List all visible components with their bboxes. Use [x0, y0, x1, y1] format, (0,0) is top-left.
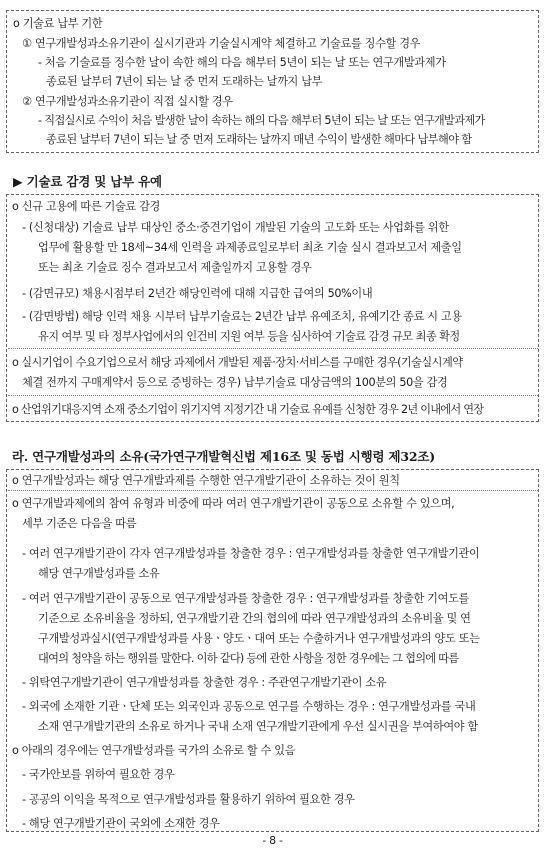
ownership-case-joint: - 여러 연구개발기관이 공동으로 연구개발성과를 창출한 경우 : 연구개발성과를 창출한 기여도를 [22, 592, 469, 605]
reduction-item-3: o 산업위기대응지역 소재 중소기업이 위기지역 지정기간 내 기술료 유예를 신청한 경우 2년 이내에서 연장 [12, 403, 484, 416]
ownership-state: o 아래의 경우에는 연구개발성과를 국가의 소유로 할 수 있음 [12, 744, 296, 757]
ownership-case-separate-cont: 해당 연구개발성과를 소유 [38, 567, 160, 580]
reduction-scale: - (감면규모) 채용시점부터 2년간 해당인력에 대해 지급한 급여의 50%이내 [22, 287, 373, 300]
fee-deadline-case-2-detail-cont: 종료된 날부터 7년이 되는 날 중 먼저 도래하는 날까지 매년 수익이 발생한 해마다 납부해야 함 [46, 133, 472, 146]
reduction-item-1: o 신규 고용에 따른 기술료 감경 [12, 200, 161, 213]
reduction-method-cont: 유지 여부 및 타 정부사업에서의 인건비 지원 여부 등을 심사하여 기술료 감경 규모 최종 확정 [38, 330, 460, 343]
ownership-case-joint-cont-2: 구개발성과실시(연구개발성과를 사용ㆍ양도ㆍ대여 또는 수출하거나 연구개발성과의 양도 또는 [38, 632, 480, 645]
reduction-item-2: o 실시기업이 수요기업으로서 해당 과제에서 개발된 제품·장치·서비스를 구매한 경우(기술실시계약 [12, 356, 463, 369]
divider [8, 348, 538, 349]
fee-deadline-case-2: ② 연구개발성과소유기관이 직접 실시할 경우 [22, 95, 233, 108]
fee-deadline-case-1: ① 연구개발성과소유기관이 실시기관과 기술실시계약 체결하고 기술료를 징수할 경우 [22, 37, 421, 50]
ownership-state-case-3: - 해당 연구개발기관이 국외에 소재한 경우 [22, 817, 220, 830]
ownership-state-case-1: - 국가안보를 위하여 필요한 경우 [22, 768, 175, 781]
ownership-case-foreign: - 외국에 소재한 기관ㆍ단체 또는 외국인과 공동으로 연구를 수행하는 경우 : 연구개발성과를 국내 [22, 700, 476, 713]
ownership-case-foreign-cont: 소재 연구개발기관의 소유로 하거나 국내 소재 연구개발기관에게 우선 실시권을 부여하여야 함 [38, 720, 478, 733]
divider [8, 395, 538, 396]
ownership-joint-cont: 세부 기준은 다음을 따름 [22, 517, 137, 530]
ownership-case-entrusted: - 위탁연구개발기관이 연구개발성과를 창출한 경우 : 주관연구개발기관이 소유 [22, 676, 387, 689]
reduction-target-cont-1: 업무에 활용할 만 18세~34세 인력을 과제종료일로부터 최초 기술 실시 결과보고서 제출일 [38, 241, 462, 254]
section-heading-reduction: ▶ 기술료 감경 및 납부 유예 [13, 174, 162, 189]
fee-deadline-title: o 기술료 납부 기한 [13, 17, 103, 30]
ownership-case-joint-cont-1: 기준으로 소유비율을 정하되, 연구개발기관 간의 협의에 따라 연구개발성과의 소유비율 및 연 [38, 612, 471, 625]
page-number: - 8 - [262, 834, 283, 847]
fee-deadline-case-2-detail: - 직접실시로 수익이 처음 발생한 날이 속하는 해의 다음 해부터 5년이 되는 날 또는 연구개발과제가 [38, 114, 485, 127]
reduction-method: - (감면방법) 해당 인력 채용 시부터 납부기술료는 2년간 납부 유예조치, 유예기간 종료 시 고용 [22, 310, 462, 323]
ownership-case-joint-cont-3: 대여의 청약을 하는 행위를 말한다. 이하 같다) 등에 관한 사항을 정한 경우에는 그 협의에 따름 [38, 652, 459, 665]
reduction-target: - (신청대상) 기술료 납부 대상인 중소·중견기업이 개발된 기술의 고도화 또는 사업화를 위한 [22, 221, 449, 234]
ownership-case-separate: - 여러 연구개발기관이 각자 연구개발성과를 창출한 경우 : 연구개발성과를 창출한 연구개발기관이 [22, 547, 480, 560]
ownership-joint: o 연구개발과제에의 참여 유형과 비중에 따라 여러 연구개발기관이 공동으로 소유할 수 있으며, [12, 497, 455, 510]
fee-deadline-case-1-detail-cont: 종료된 날부터 7년이 되는 날 중 먼저 도래하는 날까지 납부 [46, 75, 323, 88]
ownership-principle: o 연구개발성과는 해당 연구개발과제를 수행한 연구개발기관이 소유하는 것이 원칙 [12, 474, 400, 487]
fee-deadline-case-1-detail: - 처음 기술료를 징수한 날이 속한 해의 다음 해부터 5년이 되는 날 또는 연구개발과제가 [38, 56, 446, 69]
divider [8, 490, 538, 491]
reduction-item-2-cont: 체결 전까지 구매계약서 등으로 증빙하는 경우) 납부기술료 대상금액의 100분의 50을 감경 [22, 376, 448, 389]
reduction-target-cont-2: 또는 최초 기술료 징수 결과보고서 제출일까지 고용할 경우 [38, 261, 312, 274]
ownership-state-case-2: - 공공의 이익을 목적으로 연구개발성과를 활용하기 위하여 필요한 경우 [22, 793, 355, 806]
section-heading-ownership: 라. 연구개발성과의 소유(국가연구개발혁신법 제16조 및 동법 시행령 제32조) [12, 449, 436, 464]
